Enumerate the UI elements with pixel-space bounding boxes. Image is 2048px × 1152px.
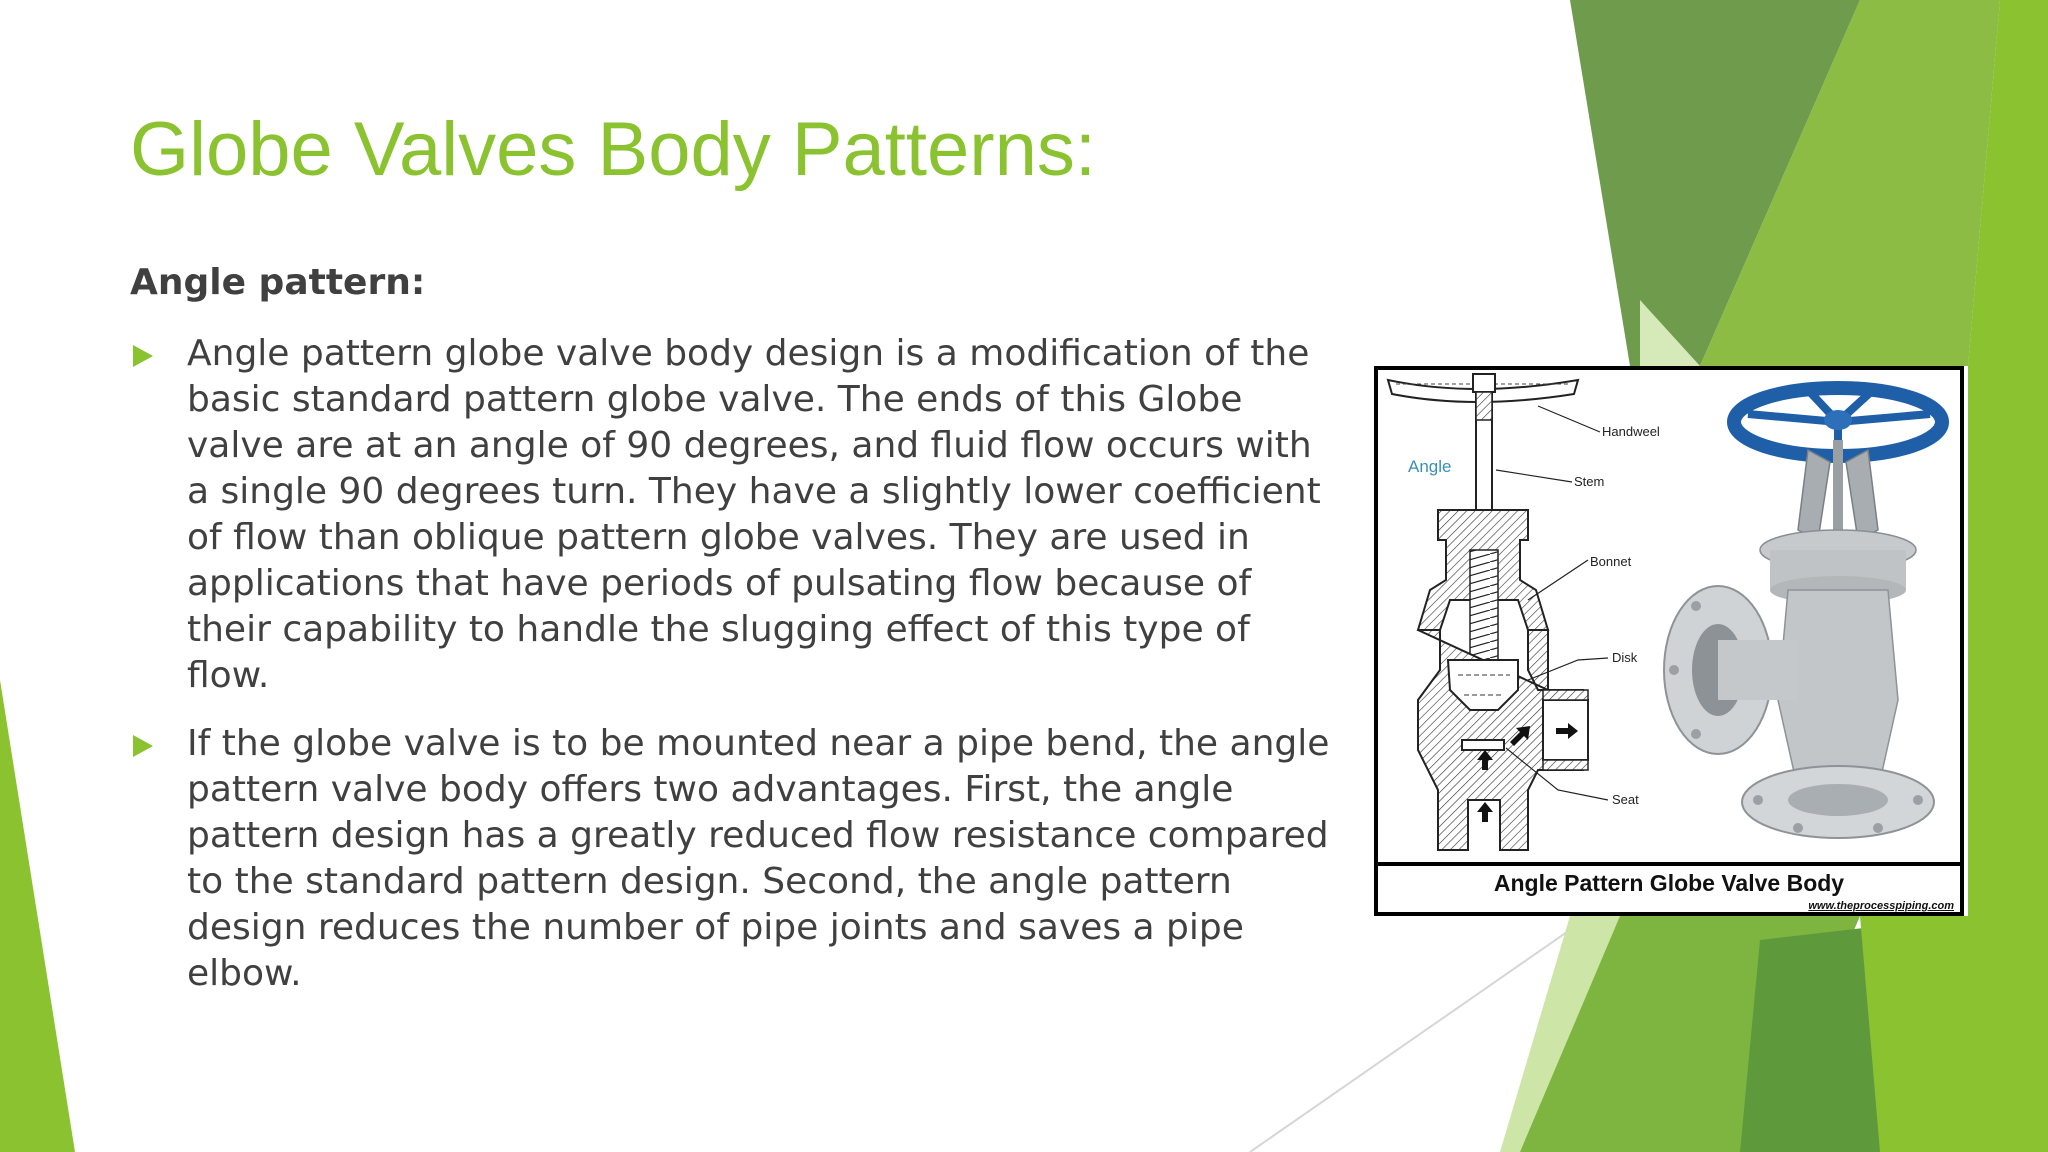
valve-illustration	[1378, 370, 1960, 860]
triangle-bullet-icon	[133, 345, 153, 367]
left-green-strip	[0, 680, 75, 1152]
figure-caption-bar	[1378, 862, 1960, 916]
valve-figure	[1374, 366, 1964, 916]
diagram-seat	[1462, 740, 1504, 750]
section-heading: Angle pattern:	[130, 262, 426, 303]
valve-photo	[1664, 388, 1942, 838]
bullet-text: If the globe valve is to be mounted near a pipe bend, the angle pattern valve body offers two advantages. First, the angle pattern design has a greatly reduced flow resistance compared to the standard pattern design. Second, the angle pattern design reduces the number of pipe joints and saves a pipe elbow.	[187, 723, 1330, 994]
figure-caption: Angle Pattern Globe Valve Body	[1493, 870, 1845, 896]
bullet-text: Angle pattern globe valve body design is a modification of the basic standard pattern globe valve. The ends of this Globe valve are at an angle of 90 degrees, and fluid flow occurs with a single 90 degrees turn. They have a slightly lower coefficient of flow than oblique pattern globe valves. They are used in applications that have periods of pulsating flow because of their capability to handle the slugging effect of this type of flow.	[187, 333, 1321, 696]
cross-section-diagram	[1388, 374, 1660, 850]
bullet-item	[130, 331, 1330, 699]
bullet-item	[130, 721, 1330, 997]
label-handwheel: Handweel	[1602, 424, 1660, 439]
diagram-title: Angle	[1408, 457, 1452, 476]
figure-source-link[interactable]: www.theprocesspiping.com	[1808, 900, 1954, 912]
label-seat: Seat	[1612, 792, 1639, 807]
flow-arrow-icon	[1477, 802, 1493, 822]
triangle-bullet-icon	[133, 735, 153, 757]
bullet-list	[130, 331, 1330, 1019]
label-stem: Stem	[1574, 474, 1605, 489]
label-bonnet: Bonnet	[1590, 554, 1632, 569]
slide-title: Globe Valves Body Patterns:	[130, 107, 1096, 192]
label-disk: Disk	[1612, 650, 1638, 665]
